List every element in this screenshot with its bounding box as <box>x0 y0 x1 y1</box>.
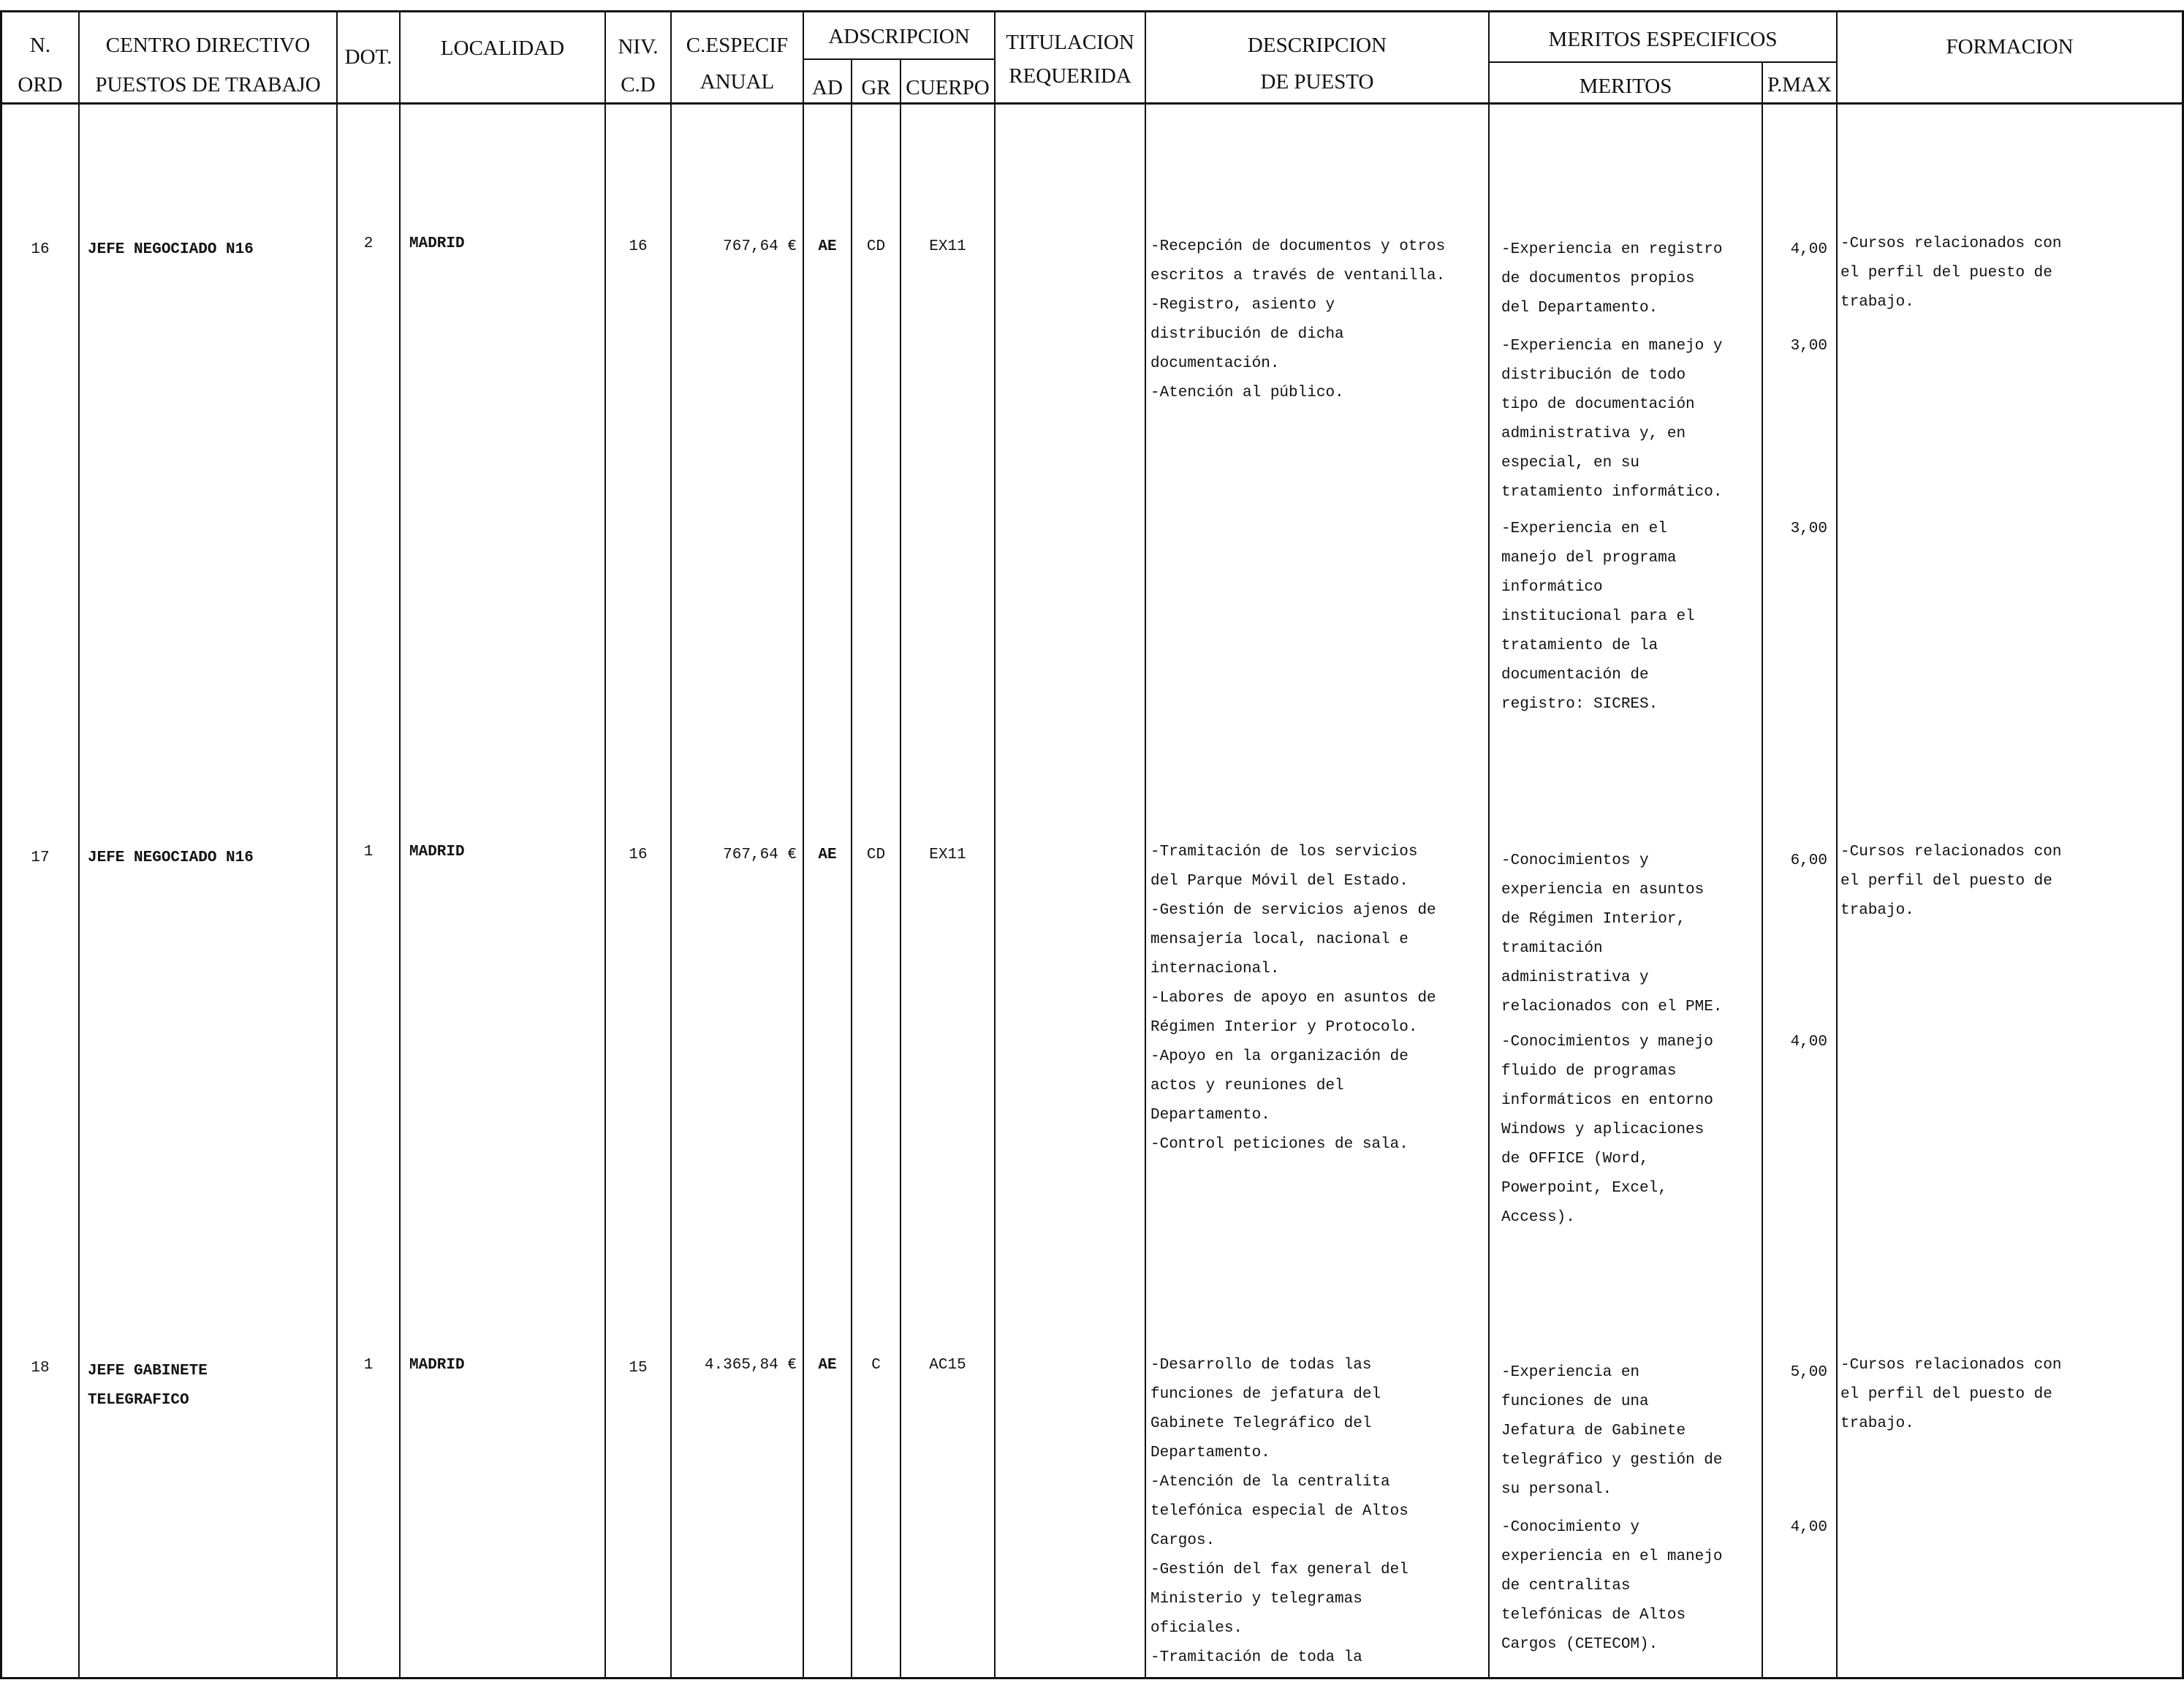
header-localidad: LOCALIDAD <box>440 37 565 60</box>
row-dot: 2 <box>363 235 374 252</box>
header-gr: GR <box>861 76 891 99</box>
header-descripcion: DESCRIPCION <box>1247 34 1387 57</box>
row-niv: 16 <box>629 238 648 255</box>
row-merito: -Conocimientos y manejo fluido de programas informáticos en entorno Windows y aplicaciones de OFFICE (Word, Powerpoint, Excel, Access). <box>1501 1034 1713 1226</box>
row-cesp: 4.365,84 € <box>704 1357 797 1374</box>
row-ad: AE <box>818 238 837 255</box>
row-merito: -Conocimientos y experiencia en asuntos de Régimen Interior, tramitación administrativa y relacionados con el PME. <box>1501 852 1723 1015</box>
row-localidad: MADRID <box>409 1357 465 1374</box>
row-pmax: 4,00 <box>1790 1519 1827 1536</box>
row-merito: -Experiencia en manejo y distribución de todo tipo de documentación administrativa y, en especial, en su tratamiento informático. <box>1501 338 1723 501</box>
row-localidad: MADRID <box>409 235 465 252</box>
row-localidad: MADRID <box>409 844 465 860</box>
row-merito: -Conocimiento y experiencia en el manejo de centralitas telefónicas de Altos Cargos (CETECOM). <box>1501 1519 1723 1653</box>
row-descripcion: -Recepción de documentos y otros escritos a través de ventanilla. -Registro, asiento y distribución de dicha documentación. -Atención al público. <box>1150 238 1446 401</box>
row-formacion: -Cursos relacionados con el perfil del puesto de trabajo. <box>1840 1357 2062 1432</box>
header-cuerpo: CUERPO <box>906 76 990 99</box>
header-centro-directivo: CENTRO DIRECTIVO <box>105 34 311 57</box>
header-anual: ANUAL <box>699 70 775 94</box>
row-cesp: 767,64 € <box>723 238 797 255</box>
row-merito: -Experiencia en funciones de una Jefatura de Gabinete telegráfico y gestión de su personal. <box>1501 1364 1723 1498</box>
header-formacion: FORMACION <box>1946 35 2074 58</box>
header-puestos-de-trabajo: PUESTOS DE TRABAJO <box>95 73 321 96</box>
row-nord: 16 <box>31 241 50 258</box>
header-bottom-border <box>0 102 2184 105</box>
header-niv: NIV. <box>618 35 659 58</box>
row-gr: CD <box>866 238 886 255</box>
header-titulacion: TITULACION <box>1006 31 1134 54</box>
row-pmax: 6,00 <box>1790 852 1827 869</box>
row-formacion: -Cursos relacionados con el perfil del puesto de trabajo. <box>1840 844 2062 919</box>
col-border-7 <box>994 10 996 1679</box>
row-cuerpo: AC15 <box>929 1357 966 1374</box>
col-border-3 <box>399 10 401 1679</box>
table-bottom-border <box>0 1677 2184 1679</box>
header-dot: DOT. <box>344 45 393 69</box>
header-pmax: P.MAX <box>1767 73 1832 96</box>
header-de-puesto: DE PUESTO <box>1260 70 1374 94</box>
row-cesp: 767,64 € <box>723 847 797 863</box>
row-nord: 17 <box>31 849 50 866</box>
row-ad: AE <box>818 1357 837 1374</box>
adscripcion-sub-divider <box>803 58 994 60</box>
row-puesto: JEFE NEGOCIADO N16 <box>88 241 254 258</box>
header-n: N. <box>29 34 51 57</box>
meritos-sub-divider <box>1488 61 1836 63</box>
header-c-especif: C.ESPECIF <box>686 34 789 57</box>
header-meritos-especificos: MERITOS ESPECIFICOS <box>1548 28 1778 51</box>
row-puesto: JEFE GABINETE TELEGRAFICO <box>88 1363 208 1409</box>
header-meritos: MERITOS <box>1579 75 1672 98</box>
row-gr: CD <box>866 847 886 863</box>
row-merito: -Experiencia en el manejo del programa informático institucional para el tratamiento de la documentación de registro: SICRES. <box>1501 521 1695 713</box>
row-nord: 18 <box>31 1360 50 1377</box>
header-ord: ORD <box>18 73 63 96</box>
header-requerida: REQUERIDA <box>1009 64 1131 88</box>
row-descripcion: -Tramitación de los servicios del Parque Móvil del Estado. -Gestión de servicios ajenos de mensajería local, nacional e internacional. -Labores de apoyo en asuntos de Régimen Interior y Protocolo. -Apoyo en la organización de actos y reuniones del Departamento. -Control peticiones de sala. <box>1150 844 1436 1153</box>
row-cuerpo: EX11 <box>929 238 966 255</box>
row-dot: 1 <box>363 844 374 860</box>
row-cuerpo: EX11 <box>929 847 966 863</box>
row-gr: C <box>871 1357 881 1374</box>
row-pmax: 3,00 <box>1790 521 1827 537</box>
row-pmax: 4,00 <box>1790 241 1827 258</box>
header-adscripcion: ADSCRIPCION <box>828 25 970 48</box>
row-descripcion: -Desarrollo de todas las funciones de jefatura del Gabinete Telegráfico del Departamento. -Atención de la centralita telefónica especial de Altos Cargos. -Gestión del fax general del Ministerio y telegramas oficiales. -Tramitación de toda la <box>1150 1357 1408 1666</box>
row-formacion: -Cursos relacionados con el perfil del puesto de trabajo. <box>1840 235 2062 311</box>
row-pmax: 3,00 <box>1790 338 1827 355</box>
col-border-1 <box>78 10 80 1679</box>
row-ad: AE <box>818 847 837 863</box>
row-niv: 15 <box>629 1360 648 1377</box>
col-border-8 <box>1145 10 1146 1679</box>
row-puesto: JEFE NEGOCIADO N16 <box>88 849 254 866</box>
row-dot: 1 <box>363 1357 374 1374</box>
header-ad: AD <box>812 76 843 99</box>
row-pmax: 4,00 <box>1790 1034 1827 1051</box>
col-border-9 <box>1488 10 1490 1679</box>
row-pmax: 5,00 <box>1790 1364 1827 1381</box>
header-cd: C.D <box>621 73 656 96</box>
col-border-10 <box>1836 10 1838 1679</box>
table-top-border <box>0 10 2184 12</box>
row-merito: -Experiencia en registro de documentos propios del Departamento. <box>1501 241 1723 317</box>
row-niv: 16 <box>629 847 648 863</box>
